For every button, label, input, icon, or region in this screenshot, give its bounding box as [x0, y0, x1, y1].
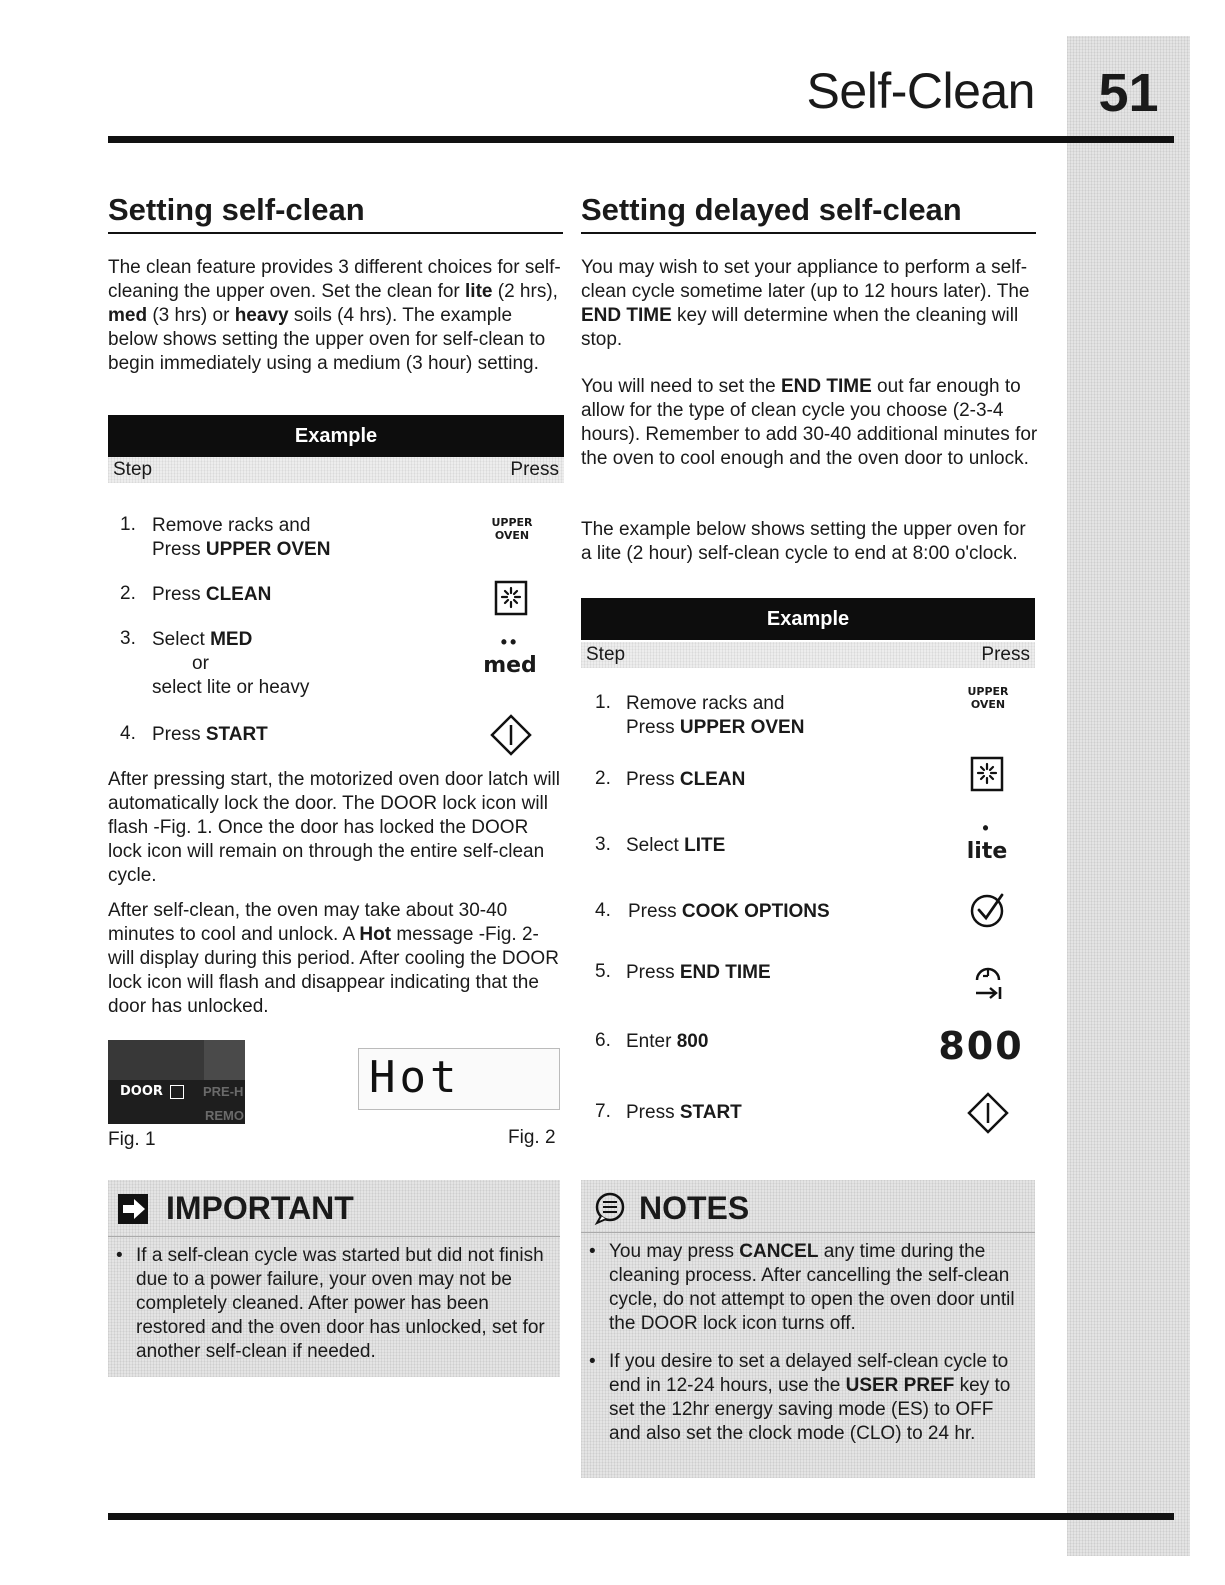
press-column-label: Press [510, 459, 559, 480]
page-title: Self-Clean [806, 63, 1035, 119]
right-step-4-text [628, 900, 830, 924]
right-step-3-text [626, 834, 725, 858]
footer-rule [108, 1513, 1174, 1520]
med-key [478, 632, 542, 678]
step-line: or [192, 653, 209, 674]
arrow-icon [118, 1194, 148, 1224]
key-label-line: UPPER [491, 516, 533, 529]
after-clean-paragraph: After self-clean, the oven may take about 30-40 minutes to cool and unlock. A Hot message -Fig. 2- will display during this period. After cooling the DOOR lock icon will flash and disappear indicating that the door has unlocked. [108, 900, 559, 1017]
lock-icon [170, 1085, 184, 1099]
figure-1-caption: Fig. 1 [108, 1129, 156, 1150]
key-label-line: OVEN [970, 698, 1006, 711]
faded-label: REMO [205, 1108, 244, 1123]
key-label-line: UPPER [967, 685, 1009, 698]
press-column-label: Press [981, 644, 1030, 665]
step-prefix: Press [152, 724, 206, 745]
upper-oven-key [958, 685, 1018, 711]
end-time-clock-icon [970, 956, 1006, 1004]
step-key-name: LITE [684, 835, 726, 856]
notes-icon [593, 1192, 627, 1226]
step-line [152, 628, 309, 652]
upper-oven-key [482, 516, 542, 542]
right-step-4-number: 4. [595, 900, 611, 921]
list-item: • If a self-clean cycle was started but did not finish due to a power failure, your oven may not be completely cleaned. After power has been restored and the oven door has unlocked, set for another self-clean if needed. [110, 1244, 550, 1364]
step-prefix: Select [626, 835, 685, 856]
header-rule [108, 136, 1174, 143]
right-step-header [581, 642, 1035, 668]
step-key-name: UPPER OVEN [205, 539, 331, 560]
step-line [626, 716, 804, 740]
notes-title: NOTES [639, 1190, 750, 1226]
right-step-3-number: 3. [595, 834, 611, 855]
door-lock-label: DOOR [120, 1084, 163, 1099]
step-key-name: END TIME [679, 962, 771, 983]
right-step-2-number: 2. [595, 768, 611, 789]
right-example-bar: Example [581, 598, 1035, 640]
page-number: 51 [1098, 63, 1159, 123]
step-prefix: Enter [626, 1031, 677, 1052]
left-step-1-number: 1. [120, 514, 136, 535]
step-key-name: MED [210, 629, 253, 650]
start-key-icon [967, 1092, 1009, 1134]
step-prefix: Press [152, 584, 206, 605]
hot-message: Hot [369, 1052, 461, 1103]
after-start-paragraph: After pressing start, the motorized oven door latch will automatically lock the door. The DOOR lock icon will flash -Fig. 1. Once the door has locked the DOOR lock icon will remain on through the entire self-clean cycle. [108, 769, 560, 886]
left-example-bar: Example [108, 415, 564, 457]
key-word: med [483, 653, 537, 678]
important-bullets [110, 1244, 550, 1378]
right-step-1-number: 1. [595, 692, 611, 713]
step-prefix: Press [626, 1102, 680, 1123]
right-step-6-number: 6. [595, 1030, 611, 1051]
key-label-line: OVEN [494, 529, 530, 542]
left-step-4-number: 4. [120, 723, 136, 744]
step-key-name: COOK OPTIONS [681, 901, 830, 922]
faded-label: PRE-H [203, 1084, 244, 1099]
important-title: IMPORTANT [166, 1190, 354, 1226]
figure-1-door-lock-image [108, 1040, 245, 1124]
right-step-5-number: 5. [595, 961, 611, 982]
step-key-name: UPPER OVEN [679, 717, 805, 738]
level-dots: • [982, 818, 992, 838]
left-section-heading: Setting self-clean [108, 192, 563, 234]
right-step-1-text [626, 692, 804, 740]
important-box [108, 1180, 560, 1377]
list-item: • You may press CANCEL any time during the cleaning process. After cancelling the self-clean cycle, do not attempt to open the oven door until the DOOR lock icon turns off. [583, 1240, 1023, 1336]
right-step-7-text [626, 1101, 742, 1125]
figure-2-display [358, 1048, 560, 1110]
left-step-4-text [152, 723, 268, 747]
right-paragraph-1: You may wish to set your appliance to perform a self-clean cycle sometime later (up to 12 hours later). The END TIME key will determine when the cleaning will stop. [581, 257, 1030, 350]
step-key-name: CLEAN [679, 769, 746, 790]
left-step-2-text [152, 583, 271, 607]
step-line: select lite or heavy [152, 677, 310, 698]
right-step-6-text [626, 1030, 708, 1054]
step-prefix: Select [152, 629, 211, 650]
step-column-label: Step [113, 459, 153, 480]
right-paragraph-2: You will need to set the END TIME out far enough to allow for the type of clean cycle you choose (2-3-4 hours). Remember to add 30-40 additional minutes for the oven to cool enough and the oven door to unlock. [581, 376, 1038, 469]
right-step-5-text [626, 961, 771, 985]
left-step-header [108, 457, 564, 483]
right-paragraph-3: The example below shows setting the upper oven for a lite (2 hour) self-clean cycle to end at 8:00 o'clock. [581, 519, 1026, 564]
step-key-name: START [205, 724, 268, 745]
step-key-name: 800 [676, 1031, 709, 1052]
left-step-3-number: 3. [120, 628, 136, 649]
step-key-name: CLEAN [205, 584, 272, 605]
key-word: lite [966, 839, 1008, 864]
level-dots: •• [500, 632, 520, 652]
right-step-7-number: 7. [595, 1101, 611, 1122]
list-item: • If you desire to set a delayed self-clean cycle to end in 12-24 hours, use the USER PREF key to set the 12hr energy saving mode (ES) to OFF and also set the clock mode (CLO) to 24 hr. [583, 1350, 1023, 1446]
step-prefix: Press [152, 539, 206, 560]
figure-2-caption: Fig. 2 [508, 1127, 556, 1148]
notes-bullets [583, 1240, 1023, 1460]
step-line [152, 538, 330, 562]
step-prefix: Press [628, 901, 682, 922]
step-key-name: START [679, 1102, 742, 1123]
clean-key-icon [970, 756, 1004, 792]
notes-box [581, 1180, 1035, 1478]
step-prefix: Press [626, 769, 680, 790]
step-prefix: Press [626, 962, 680, 983]
left-intro-paragraph: The clean feature provides 3 different choices for self-cleaning the upper oven. Set the clean for lite (2 hrs), med (3 hrs) or heavy soils (4 hrs). The example below shows setting the upper oven for self-clean to begin immediately using a medium (3 hour) setting. [108, 257, 561, 374]
step-line: Remove racks and [152, 515, 311, 536]
lite-key [955, 818, 1019, 864]
start-key-icon [490, 714, 532, 756]
side-tab-strip [1067, 36, 1190, 1556]
left-step-1-text [152, 514, 330, 562]
left-step-2-number: 2. [120, 583, 136, 604]
right-section-heading: Setting delayed self-clean [581, 192, 1036, 234]
clean-key-icon [494, 580, 528, 616]
right-step-2-text [626, 768, 745, 792]
entry-800-display: 800 [938, 1024, 1024, 1068]
step-column-label: Step [586, 644, 626, 665]
left-step-3-text [152, 628, 309, 700]
step-line: Remove racks and [626, 693, 785, 714]
step-prefix: Press [626, 717, 680, 738]
cook-options-check-icon [968, 890, 1008, 930]
